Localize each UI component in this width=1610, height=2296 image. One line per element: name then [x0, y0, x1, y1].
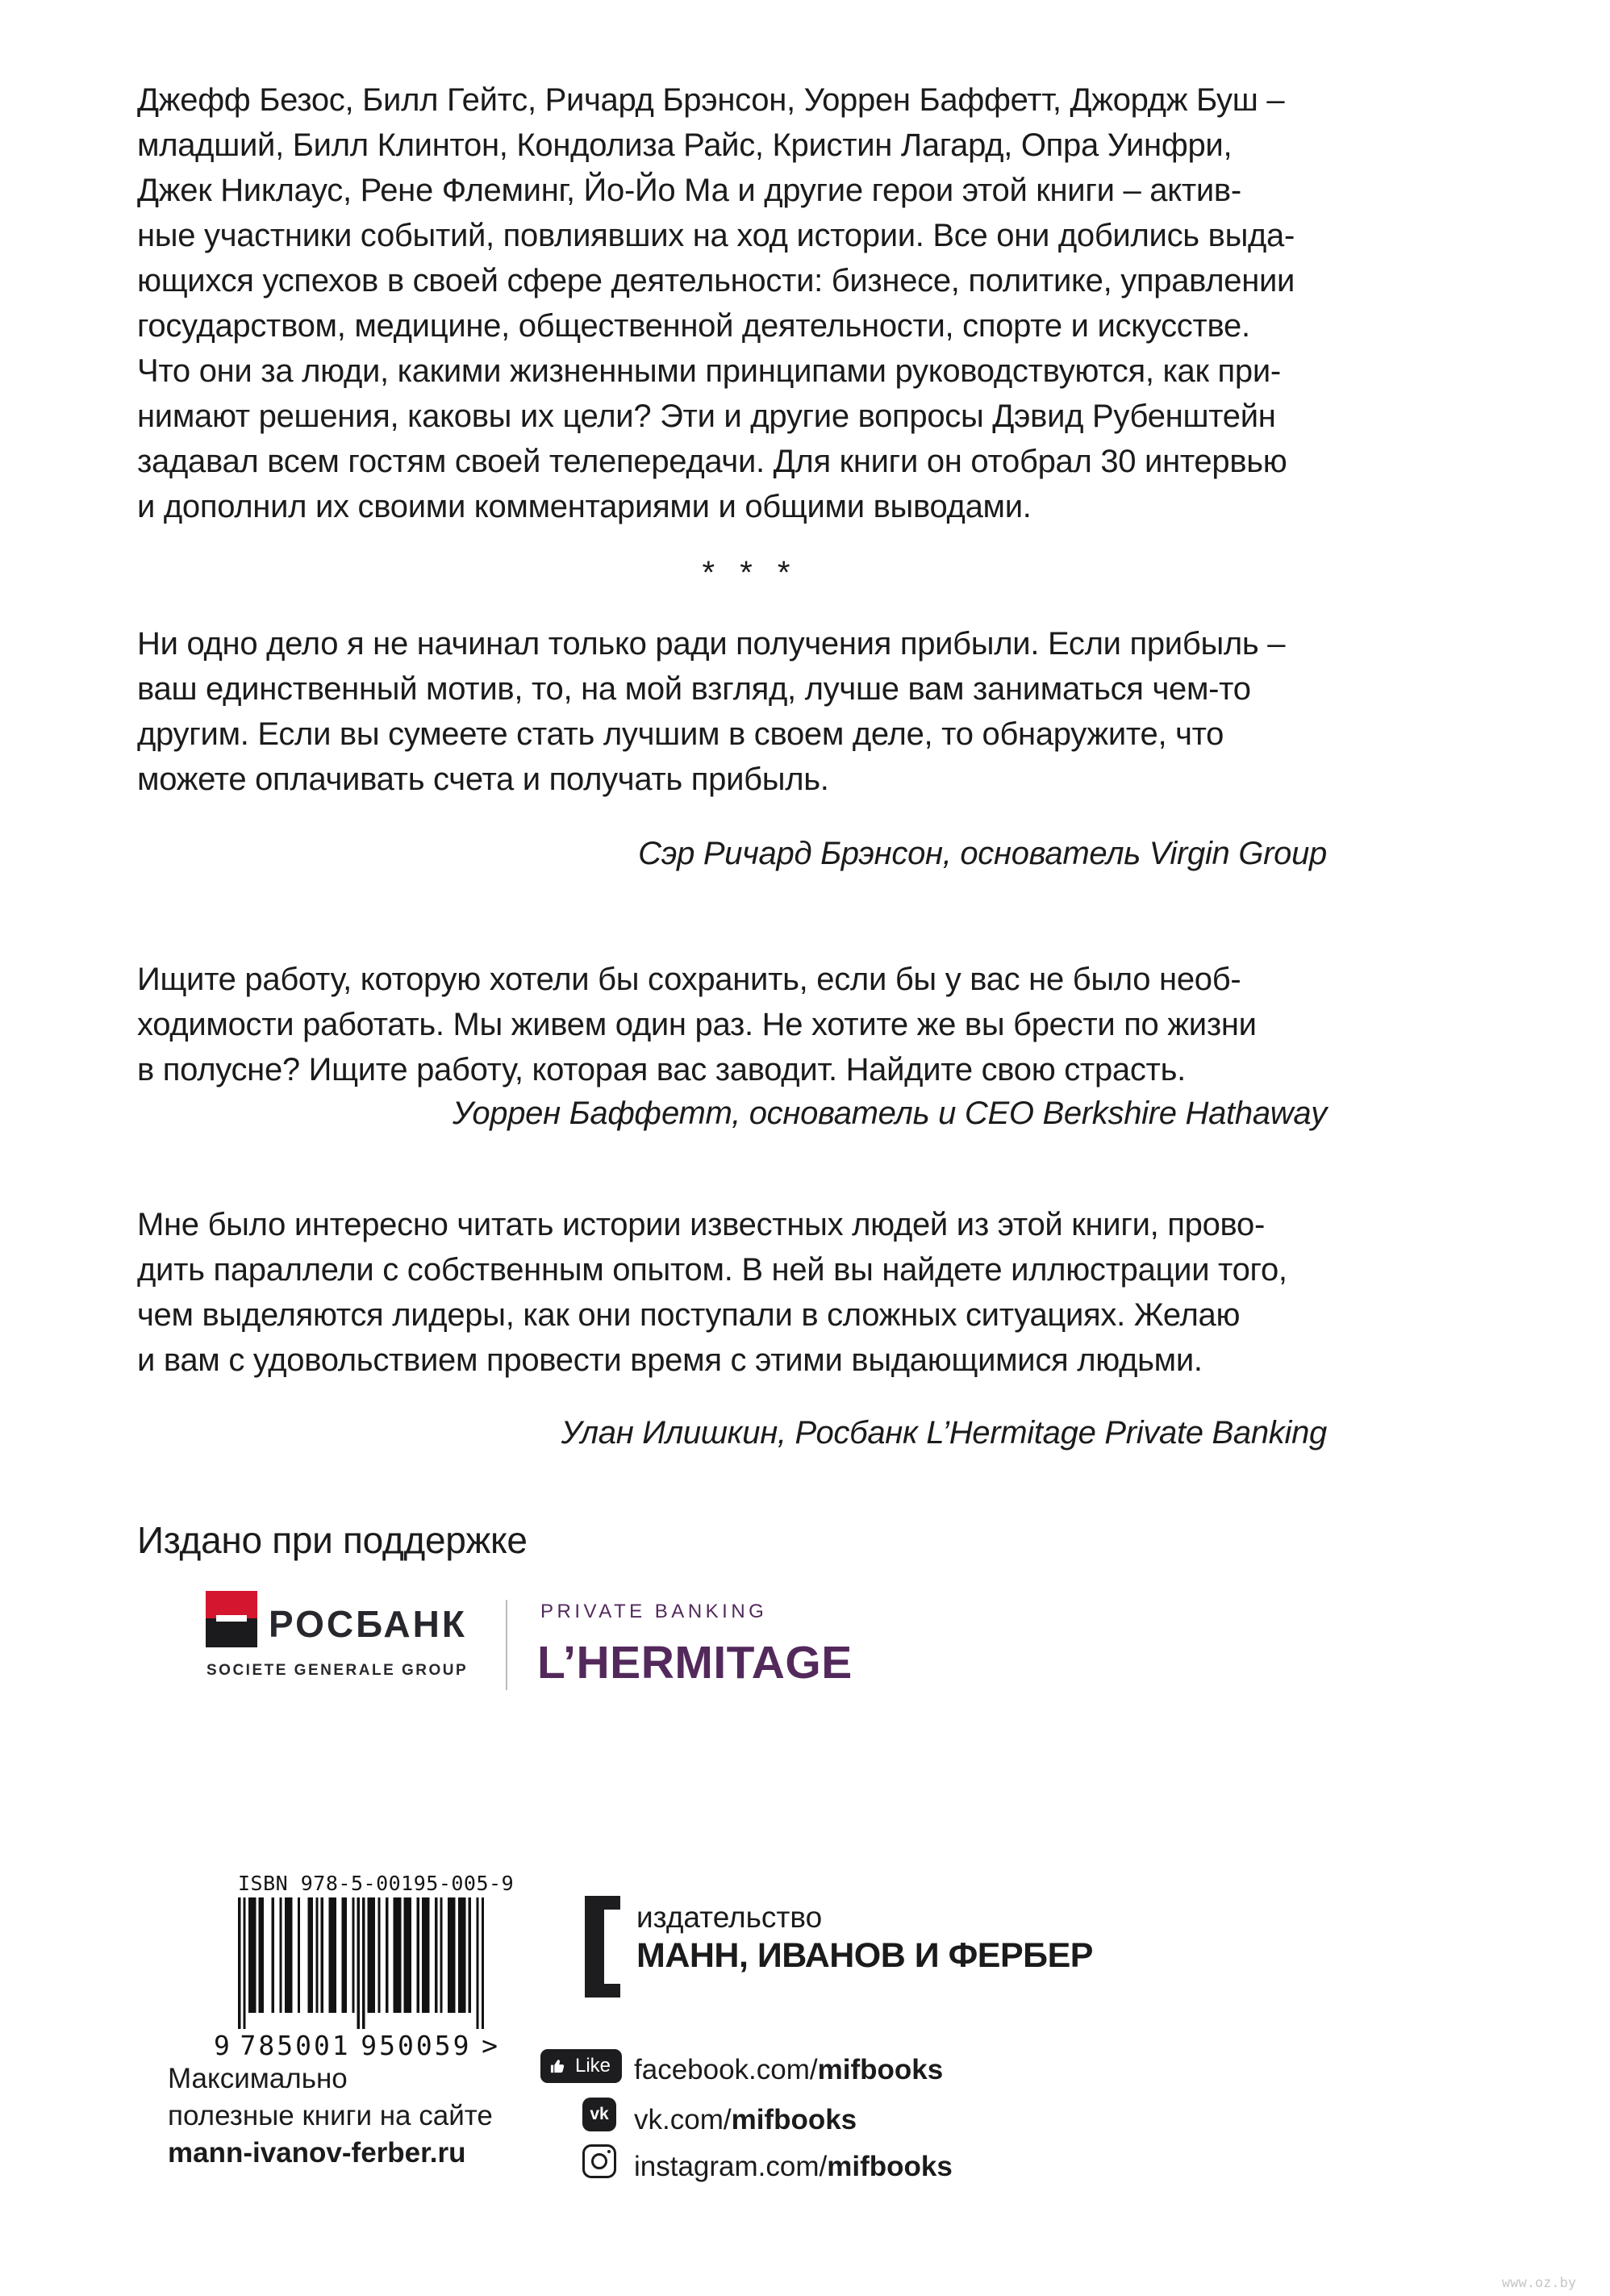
- vk-icon-label: vk: [590, 2105, 609, 2123]
- quote-ilishkin: [137, 1202, 1363, 1383]
- text-line: задавал всем гостям своей телепередачи. Для книги он отобрал 30 интервью: [137, 444, 1287, 479]
- website-url: mann-ivanov-ferber.ru: [168, 2137, 466, 2169]
- quote-branson-attribution: Сэр Ричард Брэнсон, основатель Virgin Group: [638, 836, 1327, 871]
- text-line: ходимости работать. Мы живем один раз. Не хотите же вы брести по жизни: [137, 1007, 1257, 1042]
- text-line: чем выделяются лидеры, как они поступали в сложных ситуациях. Желаю: [137, 1297, 1241, 1333]
- text-line: Джек Никлаус, Рене Флеминг, Йо-Йо Ма и другие герои этой книги – актив-: [137, 173, 1241, 208]
- quote-buffett-attribution: Уоррен Баффетт, основатель и CEO Berkshire Hathaway: [452, 1096, 1327, 1131]
- text-line: дить параллели с собственным опытом. В ней вы найдете иллюстрации того,: [137, 1252, 1287, 1288]
- barcode-digits: [214, 2030, 498, 2061]
- isbn-label: ISBN 978-5-00195-005-9: [238, 1872, 515, 1895]
- isbn-barcode-block: [214, 1872, 515, 2061]
- quote-buffett: [137, 957, 1363, 1092]
- bracket-icon: [585, 1896, 620, 1998]
- text-line: Мне было интересно читать истории известных людей из этой книги, прово-: [137, 1207, 1265, 1242]
- text-line: нимают решения, каковы их цели? Эти и другие вопросы Дэвид Рубенштейн: [137, 399, 1276, 434]
- instagram-handle: mifbooks: [827, 2151, 953, 2182]
- facebook-like-button: [540, 2049, 622, 2083]
- text-line: младший, Билл Клинтон, Кондолиза Райс, Кристин Лагард, Опра Уинфри,: [137, 127, 1233, 163]
- text-line: Что они за люди, какими жизненными принципами руководствуются, как при-: [137, 353, 1281, 389]
- support-heading: Издано при поддержке: [137, 1519, 528, 1561]
- book-description: [137, 77, 1363, 529]
- publisher-name: МАНН, ИВАНОВ И ФЕРБЕР: [636, 1936, 1093, 1975]
- sg-square-white-bar: [216, 1615, 247, 1622]
- societe-generale-square-icon: [206, 1591, 257, 1647]
- text-line: Ни одно дело я не начинал только ради получения прибыли. Если прибыль –: [137, 626, 1286, 662]
- text-line: и дополнил их своими комментариями и общими выводами.: [137, 489, 1032, 524]
- text-line: Ищите работу, которую хотели бы сохранить, если бы у вас не было необ-: [137, 962, 1241, 997]
- sg-square-red-half: [206, 1591, 257, 1618]
- societe-generale-group-label: SOCIETE GENERALE GROUP: [206, 1662, 469, 1679]
- hermitage-logo: L’HERMITAGE: [537, 1637, 853, 1689]
- instagram-url: [634, 2151, 953, 2183]
- text-line: ваш единственный мотив, то, на мой взгляд, лучше вам заниматься чем-то: [137, 671, 1251, 707]
- vk-domain: vk.com/: [634, 2104, 732, 2135]
- publisher-prefix: издательство: [636, 1901, 823, 1934]
- website-promo-line1: Максимально: [168, 2063, 348, 2094]
- instagram-icon: [582, 2144, 616, 2178]
- instagram-domain: instagram.com/: [634, 2151, 828, 2182]
- barcode-first-digit: 9: [214, 2030, 230, 2061]
- text-line: ющихся успехов в своей сфере деятельности: бизнесе, политике, управлении: [137, 263, 1295, 298]
- like-label: Like: [575, 2055, 611, 2077]
- text-line: в полусне? Ищите работу, которая вас заводит. Найдите свою страсть.: [137, 1052, 1186, 1087]
- facebook-handle: mifbooks: [817, 2054, 944, 2085]
- barcode-tail: >: [482, 2030, 498, 2061]
- barcode-group2: 950059: [361, 2030, 472, 2061]
- text-line: ные участники событий, повлиявших на ход истории. Все они добились выда-: [137, 218, 1295, 253]
- section-separator: * * *: [702, 555, 799, 591]
- text-line: государством, медицине, общественной деятельности, спорте и искусстве.: [137, 308, 1250, 344]
- watermark: www.oz.by: [1502, 2275, 1577, 2291]
- quote-ilishkin-attribution: Улан Илишкин, Росбанк L’Hermitage Private Banking: [561, 1415, 1327, 1451]
- vk-icon: [582, 2098, 616, 2131]
- barcode-group1: 785001: [240, 2030, 351, 2061]
- text-line: Джефф Безос, Билл Гейтс, Ричард Брэнсон, Уоррен Баффетт, Джордж Буш –: [137, 82, 1285, 118]
- rosbank-logo: РОСБАНК: [269, 1603, 467, 1645]
- website-promo: [168, 2060, 493, 2172]
- quote-branson: [137, 621, 1363, 802]
- thumbs-up-icon: [549, 2057, 568, 2076]
- text-line: другим. Если вы сумеете стать лучшим в своем деле, то обнаружите, что: [137, 716, 1224, 752]
- private-banking-label: PRIVATE BANKING: [540, 1601, 768, 1622]
- facebook-domain: facebook.com/: [634, 2054, 818, 2085]
- sg-square-black-half: [206, 1618, 257, 1647]
- ean13-barcode: [238, 1897, 484, 2029]
- vk-url: [634, 2104, 857, 2136]
- website-promo-line2: полезные книги на сайте: [168, 2100, 493, 2131]
- vk-handle: mifbooks: [731, 2104, 857, 2135]
- facebook-url: [634, 2054, 943, 2086]
- text-line: и вам с удовольствием провести время с этими выдающимися людьми.: [137, 1342, 1203, 1378]
- text-line: можете оплачивать счета и получать прибыль.: [137, 762, 829, 797]
- logo-divider: [506, 1600, 507, 1690]
